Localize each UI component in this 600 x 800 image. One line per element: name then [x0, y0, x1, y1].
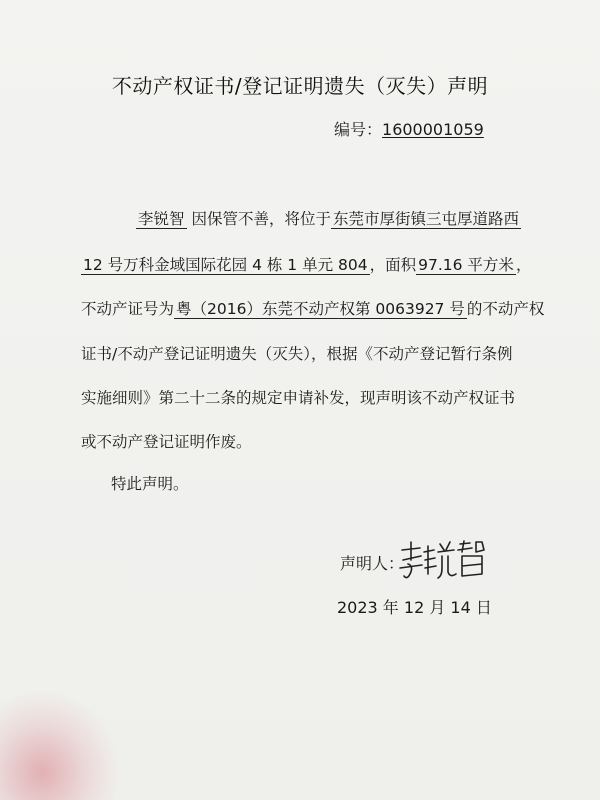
- paragraph-line-1: [0, 207, 600, 229]
- red-ink-stain: [0, 690, 120, 800]
- document-title: 不动产权证书/登记证明遗失（灭失）声明: [111, 74, 489, 98]
- owner-name: 李锐智: [138, 210, 185, 228]
- cert-tail: 的不动产权: [466, 300, 545, 318]
- address-part-1: 东莞市厚街镇三屯厚道路西: [332, 210, 519, 228]
- area-label: ，面积: [369, 256, 417, 274]
- document-number: [334, 117, 484, 140]
- paragraph-line-2: [0, 253, 600, 275]
- paragraph-line-3: [0, 297, 600, 319]
- handwritten-signature: [398, 538, 488, 583]
- closing-statement: 特此声明。: [111, 475, 189, 493]
- number-value: 1600001059: [382, 120, 484, 139]
- cert-label: 不动产证号为: [81, 300, 175, 318]
- statement-date: 2023 年 12 月 14 日: [337, 598, 492, 617]
- paragraph-line-6: 或不动产登记证明作废。: [81, 433, 252, 451]
- cert-value: 粤（2016）东莞不动产权第 0063927 号: [176, 300, 465, 318]
- address-part-2: 12 号万科金域国际花园 4 栋 1 单元 804: [83, 256, 368, 274]
- declarant-label: 声明人：: [340, 554, 405, 573]
- paragraph-line-4: 证书/不动产登记证明遗失（灭失），根据《不动产登记暂行条例: [81, 345, 513, 363]
- area-value: 97.16 平方米: [418, 256, 514, 274]
- number-label: 编号：: [334, 120, 383, 139]
- paragraph-line-5: 实施细则》第二十二条的规定申请补发，现声明该不动产权证书: [81, 389, 516, 407]
- line2-tail: ，: [515, 256, 532, 274]
- line1-text: 因保管不善，将位于: [191, 210, 331, 228]
